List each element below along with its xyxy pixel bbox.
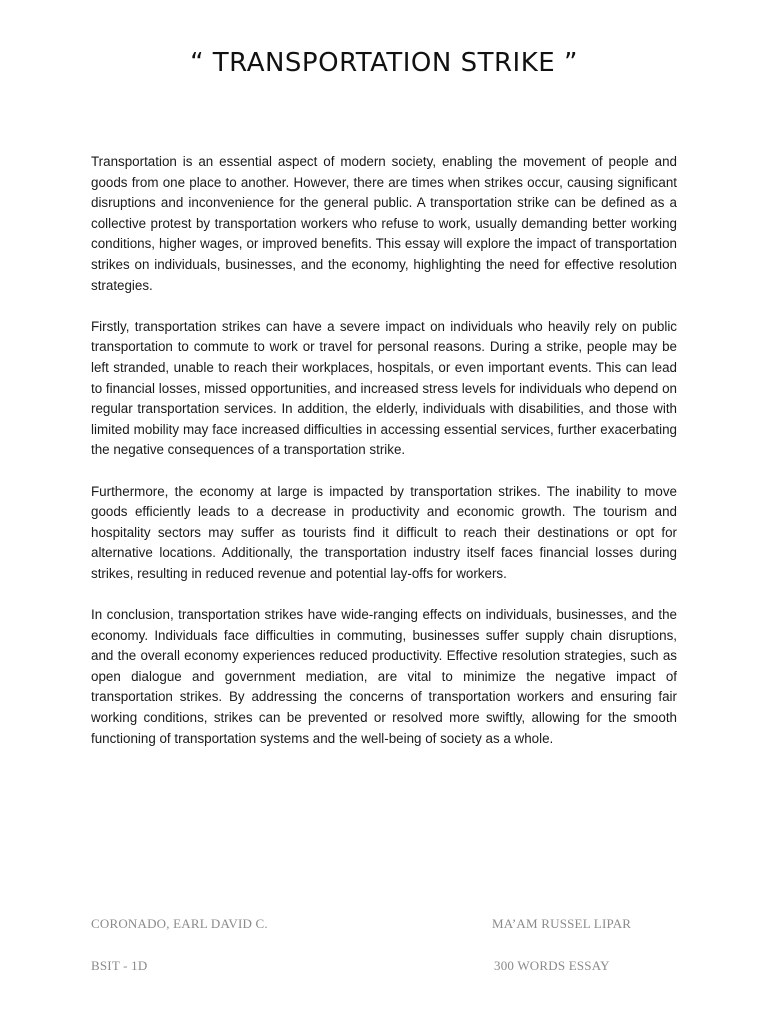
essay-paragraph-conclusion: In conclusion, transportation strikes have wide-ranging effects on individuals, businesses, and the economy. Individuals face difficulties in commuting, businesses suffer supply chain disruptions, and the overall economy experiences reduced productivity. Effective resolution strategies, such as open dialogue and government mediation, are vital to minimize the negative impact of transportation strikes. By addressing the concerns of transportation workers and ensuring fair working conditions, strikes can be prevented or resolved more swiftly, allowing for the smooth functioning of transportation systems and the well-being of society as a whole. (91, 607, 677, 746)
essay-body (91, 152, 677, 770)
essay-paragraph-intro: Transportation is an essential aspect of modern society, enabling the movement of people and goods from one place to another. However, there are times when strikes occur, causing significant disruptions and inconvenience for the general public. A transportation strike can be defined as a collective protest by transportation workers who refuse to work, usually demanding better working conditions, higher wages, or improved benefits. This essay will explore the impact of transportation strikes on individuals, businesses, and the economy, highlighting the need for effective resolution strategies. (91, 154, 677, 293)
page-title: “ TRANSPORTATION STRIKE ” (190, 48, 578, 78)
student-name: CORONADO, EARL DAVID C. (91, 916, 268, 931)
student-section: BSIT - 1D (91, 958, 148, 973)
essay-type: 300 WORDS ESSAY (494, 958, 610, 973)
teacher-name: MA’AM RUSSEL LIPAR (492, 916, 632, 931)
essay-paragraph-individuals: Firstly, transportation strikes can have a severe impact on individuals who heavily rely on public transportation to commute to work or travel for personal reasons. During a strike, people may be left stranded, unable to reach their workplaces, hospitals, or even important events. This can lead to financial losses, missed opportunities, and increased stress levels for individuals who depend on regular transportation services. In addition, the elderly, individuals with disabilities, and those with limited mobility may face increased difficulties in accessing essential services, further exacerbating the negative consequences of a transportation strike. (91, 318, 677, 458)
essay-paragraph-economy: Furthermore, the economy at large is impacted by transportation strikes. The inability to move goods efficiently leads to a decrease in productivity and economic growth. The tourism and hospitality sectors may suffer as tourists find it difficult to reach their destinations or opt for alternative locations. Additionally, the transportation industry itself faces financial losses during strikes, resulting in reduced revenue and potential lay-offs for workers. (91, 483, 677, 581)
